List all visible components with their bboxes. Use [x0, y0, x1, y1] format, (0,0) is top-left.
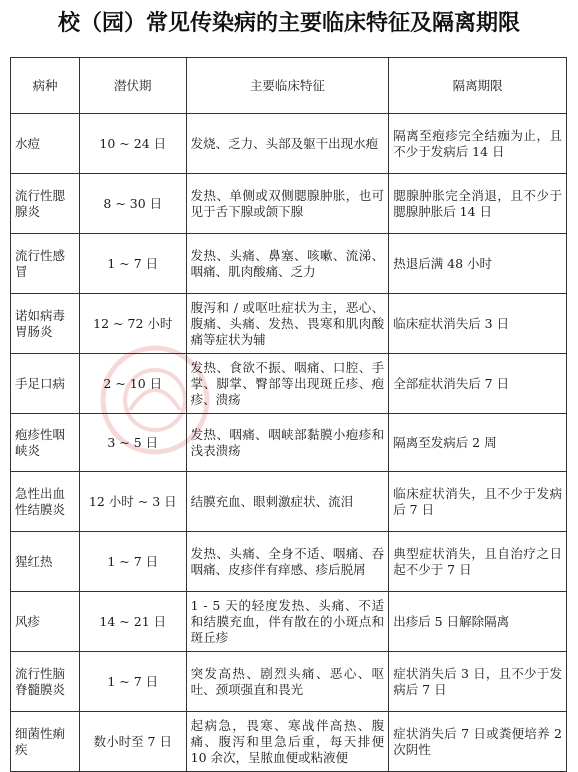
table-row: [11, 354, 567, 414]
page-title: 校（园）常见传染病的主要临床特征及隔离期限: [57, 10, 520, 36]
isolation-period: 临床症状消失后 3 日: [389, 294, 567, 354]
incubation-period: 2 ~ 10 日: [79, 354, 186, 414]
disease-name: 风疹: [11, 592, 80, 652]
clinical-features: 结膜充血、眼刺激症状、流泪: [186, 472, 389, 532]
disease-name: 水痘: [11, 114, 80, 174]
incubation-period: 14 ~ 21 日: [79, 592, 186, 652]
table-row: [11, 414, 567, 472]
isolation-period: 隔离至发病后 2 周: [389, 414, 567, 472]
clinical-features: 发热、头痛、全身不适、咽痛、吞咽痛、皮疹伴有痒感、疹后脱屑: [186, 532, 389, 592]
disease-name: 猩红热: [11, 532, 80, 592]
isolation-period: 典型症状消失，且自治疗之日起不少于 7 日: [389, 532, 567, 592]
table-row: [11, 114, 567, 174]
disease-name: 疱疹性咽峡炎: [11, 414, 80, 472]
disease-name: 急性出血性结膜炎: [11, 472, 80, 532]
incubation-period: 数小时至 7 日: [79, 712, 186, 772]
isolation-period: 全部症状消失后 7 日: [389, 354, 567, 414]
disease-name: 诺如病毒胃肠炎: [11, 294, 80, 354]
isolation-period: 症状消失后 3 日，且不少于发病后 7 日: [389, 652, 567, 712]
clinical-features: 起病急，畏寒、寒战伴高热、腹痛、腹泻和里急后重，每天排便 10 余次，呈脓血便或粘液便: [186, 712, 389, 772]
header-incubation: 潜伏期: [79, 58, 186, 114]
incubation-period: 10 ~ 24 日: [79, 114, 186, 174]
clinical-features: 腹泻和 / 或呕吐症状为主，恶心、腹痛、头痛、发热、畏寒和肌肉酸痛等症状为辅: [186, 294, 389, 354]
table-row: [11, 174, 567, 234]
table-row: [11, 652, 567, 712]
disease-name: 流行性感冒: [11, 234, 80, 294]
disease-name: 流行性腮腺炎: [11, 174, 80, 234]
isolation-period: 隔离至疱疹完全结痂为止，且不少于发病后 14 日: [389, 114, 567, 174]
table-row: [11, 472, 567, 532]
table-row: [11, 712, 567, 772]
isolation-period: 症状消失后 7 日或粪便培养 2 次阴性: [389, 712, 567, 772]
header-features: 主要临床特征: [186, 58, 389, 114]
disease-name: 流行性脑脊髓膜炎: [11, 652, 80, 712]
incubation-period: 1 ~ 7 日: [79, 652, 186, 712]
incubation-period: 8 ~ 30 日: [79, 174, 186, 234]
table-header-row: [11, 58, 567, 114]
table-row: [11, 294, 567, 354]
clinical-features: 发热、食欲不振、咽痛、口腔、手掌、脚掌、臀部等出现斑丘疹、疱疹、溃疡: [186, 354, 389, 414]
isolation-period: 腮腺肿胀完全消退，且不少于腮腺肿胀后 14 日: [389, 174, 567, 234]
table-row: [11, 592, 567, 652]
incubation-period: 3 ~ 5 日: [79, 414, 186, 472]
clinical-features: 发烧、乏力、头部及躯干出现水疱: [186, 114, 389, 174]
header-isolation: 隔离期限: [389, 58, 567, 114]
incubation-period: 1 ~ 7 日: [79, 532, 186, 592]
incubation-period: 1 ~ 7 日: [79, 234, 186, 294]
clinical-features: 发热、单侧或双侧腮腺肿胀，也可见于舌下腺或颌下腺: [186, 174, 389, 234]
clinical-features: 发热、咽痛、咽峡部黏膜小疱疹和浅表溃疡: [186, 414, 389, 472]
isolation-period: 热退后满 48 小时: [389, 234, 567, 294]
isolation-period: 临床症状消失，且不少于发病后 7 日: [389, 472, 567, 532]
table-row: [11, 234, 567, 294]
disease-name: 细菌性痢疾: [11, 712, 80, 772]
clinical-features: 突发高热、剧烈头痛、恶心、呕吐、颈项强直和畏光: [186, 652, 389, 712]
disease-name: 手足口病: [11, 354, 80, 414]
clinical-features: 1 - 5 天的轻度发热、头痛、不适和结膜充血，伴有散在的小斑点和斑丘疹: [186, 592, 389, 652]
table-row: [11, 532, 567, 592]
isolation-period: 出疹后 5 日解除隔离: [389, 592, 567, 652]
clinical-features: 发热、头痛、鼻塞、咳嗽、流涕、咽痛、肌肉酸痛、乏力: [186, 234, 389, 294]
disease-table: [10, 57, 567, 772]
incubation-period: 12 ~ 72 小时: [79, 294, 186, 354]
incubation-period: 12 小时 ~ 3 日: [79, 472, 186, 532]
header-disease: 病种: [11, 58, 80, 114]
